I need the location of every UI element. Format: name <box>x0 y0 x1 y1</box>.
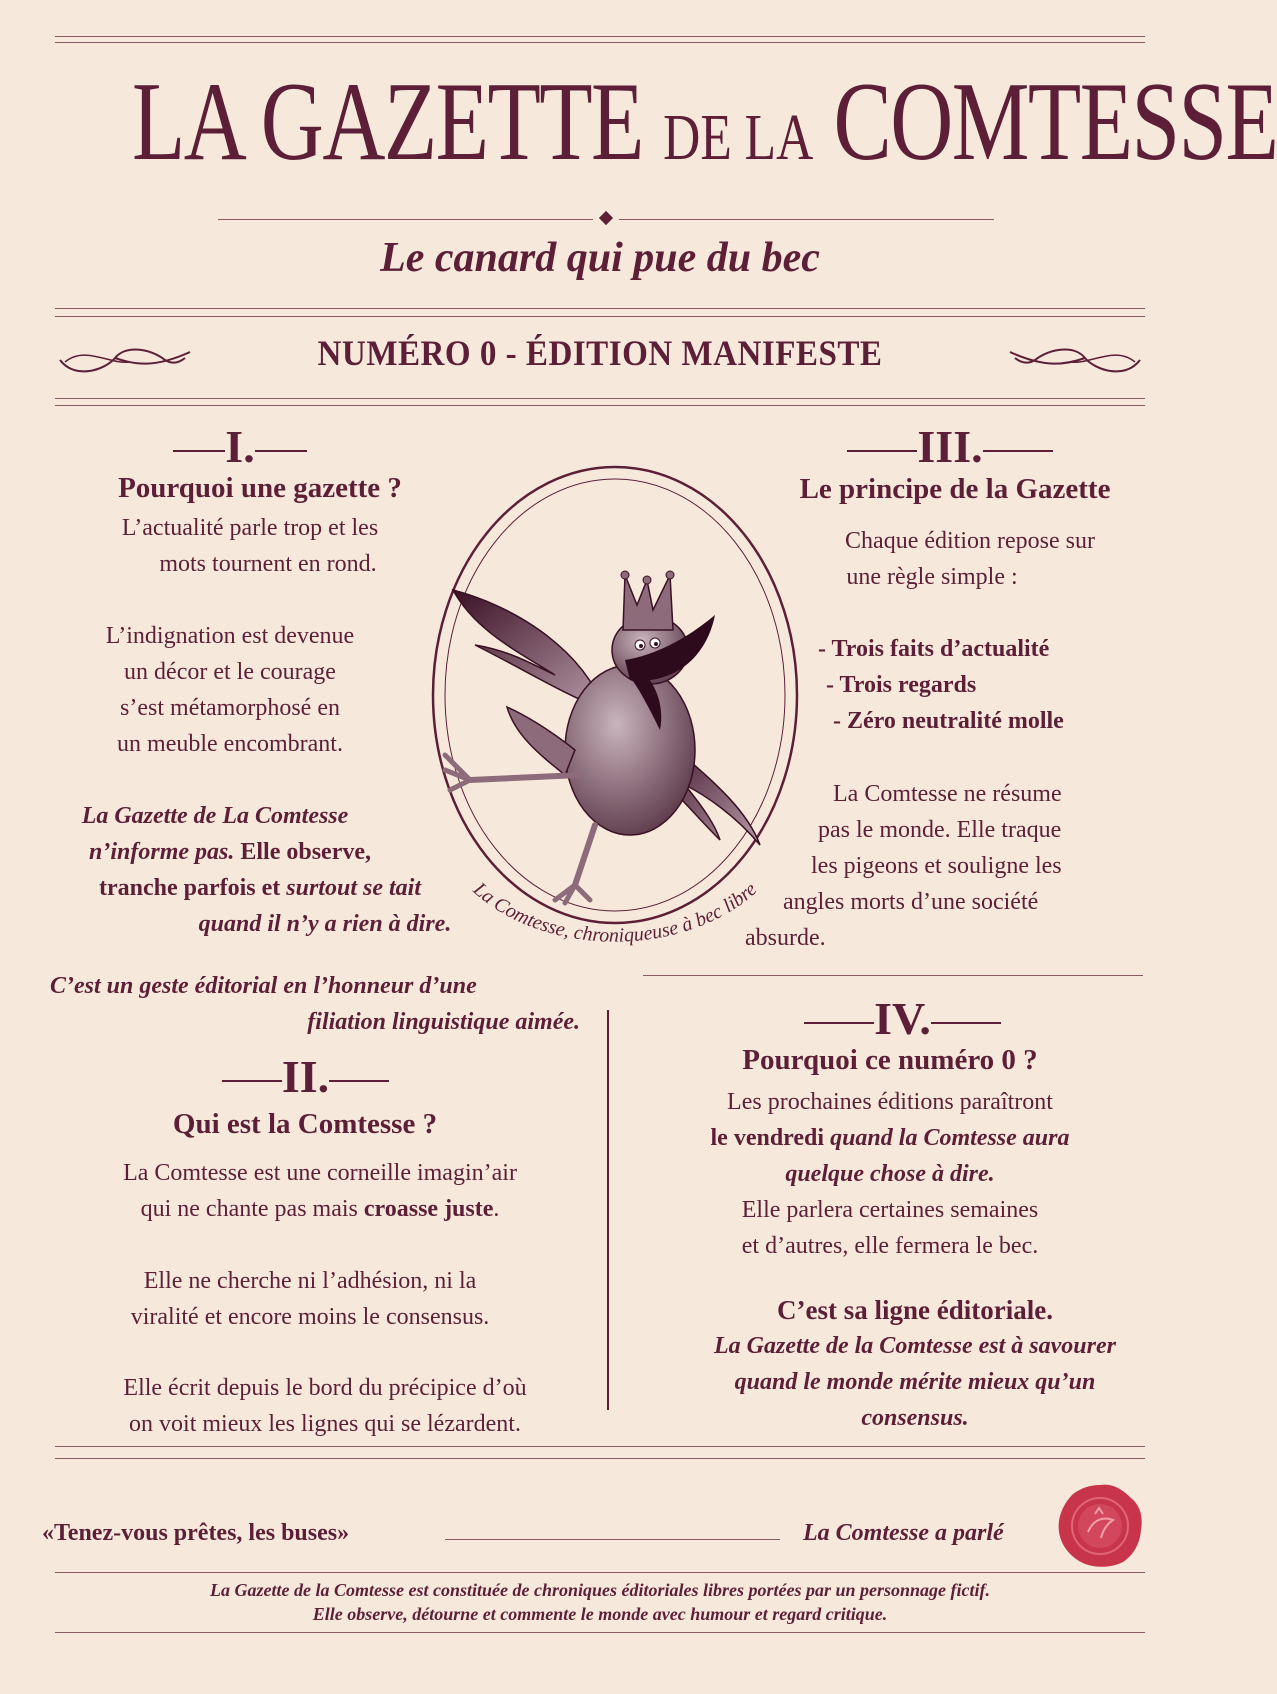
section-4-para-b: Elle parlera certaines semaines et d’autres, elle fermera le bec. <box>741 1197 1039 1259</box>
edition-rule-top-2 <box>55 316 1145 317</box>
top-rule <box>55 36 1145 37</box>
footer-rule <box>445 1539 780 1540</box>
section-3-para-b: La Comtesse ne résume pas le monde. Elle traque les pigeons et souligne les angles morts d’une société absurde. <box>745 781 1062 951</box>
bottom-rule <box>55 1446 1145 1447</box>
section-3-para-a: Chaque édition repose sur une règle simple : <box>845 528 1095 590</box>
disclaimer: La Gazette de la Comtesse est constituée de chroniques éditoriales libres portées par un personnage fictif. Elle observe, détourne et commente le monde avec humour et regard critique. <box>210 1580 990 1624</box>
section-2-numeral: II. <box>198 1050 413 1103</box>
edition-rule-bottom <box>55 398 1145 399</box>
column-divider <box>607 1010 609 1410</box>
top-rule-2 <box>55 42 1145 43</box>
section-4-para-c: C’est sa ligne éditoriale. <box>777 1295 1053 1325</box>
crow-illustration <box>445 571 760 903</box>
edition-label: NUMÉRO 0 - ÉDITION MANIFESTE <box>317 333 883 373</box>
section-3-rules: - Trois faits d’actualité - Trois regards - Zéro neutralité molle <box>818 636 1064 734</box>
edition-rule-top <box>55 308 1145 309</box>
section-1-para-d: C’est un geste éditorial en l’honneur d’une filiation linguistique aimée. <box>50 973 580 1035</box>
disclaimer-rule-top <box>55 1572 1145 1573</box>
bottom-rule-2 <box>55 1458 1145 1459</box>
ornament-rule-right <box>619 219 994 220</box>
section-3-numeral: III. <box>820 420 1080 473</box>
section-4-para-a: Les prochaines éditions paraîtront le vendredi quand la Comtesse aura quelque chose à dire. <box>710 1089 1070 1187</box>
masthead-title: LA GAZETTE DE LA COMTESSE <box>132 60 1277 184</box>
footer-quote: «Tenez-vous prêtes, les buses» <box>42 1520 350 1546</box>
section-1-para-b: L’indignation est devenue un décor et le courage s’est métamorphosé en un meuble encombrant. <box>105 623 355 757</box>
section-4-title: Pourquoi ce numéro 0 ? <box>742 1044 1038 1076</box>
edition-rule-bottom-2 <box>55 405 1145 406</box>
section-1-numeral: I. <box>145 420 335 473</box>
section-2-para-a: La Comtesse est une corneille imagin’air qui ne chante pas mais croasse juste. <box>123 1160 517 1222</box>
section-2-para-b: Elle ne cherche ni l’adhésion, ni la viralité et encore moins le consensus. <box>130 1268 490 1330</box>
section-3-title: Le principe de la Gazette <box>799 473 1111 505</box>
disclaimer-rule-bottom <box>55 1632 1145 1633</box>
motto: Le canard qui pue du bec <box>380 235 820 281</box>
section-4-numeral: IV. <box>790 992 1015 1045</box>
section-2-title: Qui est la Comtesse ? <box>172 1108 438 1140</box>
section-2-para-c: Elle écrit depuis le bord du précipice d’où on voit mieux les lignes qui se lézardent. <box>123 1375 527 1437</box>
footer-signature: La Comtesse a parlé <box>803 1520 1004 1546</box>
section-1-para-a: L’actualité parle trop et les mots tournent en rond. <box>121 515 379 577</box>
section-3-4-divider <box>643 975 1143 976</box>
section-1-title: Pourquoi une gazette ? <box>118 472 402 504</box>
section-4-para-d: La Gazette de la Comtesse est à savourer quand le monde mérite mieux qu’un consensus. <box>714 1333 1116 1431</box>
portrait-caption: La Comtesse, chroniqueuse à bec libre <box>468 878 762 947</box>
ornament-rule-left <box>218 219 593 220</box>
diamond-icon <box>599 211 613 225</box>
section-1-para-c: La Gazette de La Comtesse n’informe pas. Elle observe, tranche parfois et surtout se tait quand il n’y a rien à dire. <box>81 803 452 937</box>
wax-seal-icon <box>1055 1480 1145 1570</box>
